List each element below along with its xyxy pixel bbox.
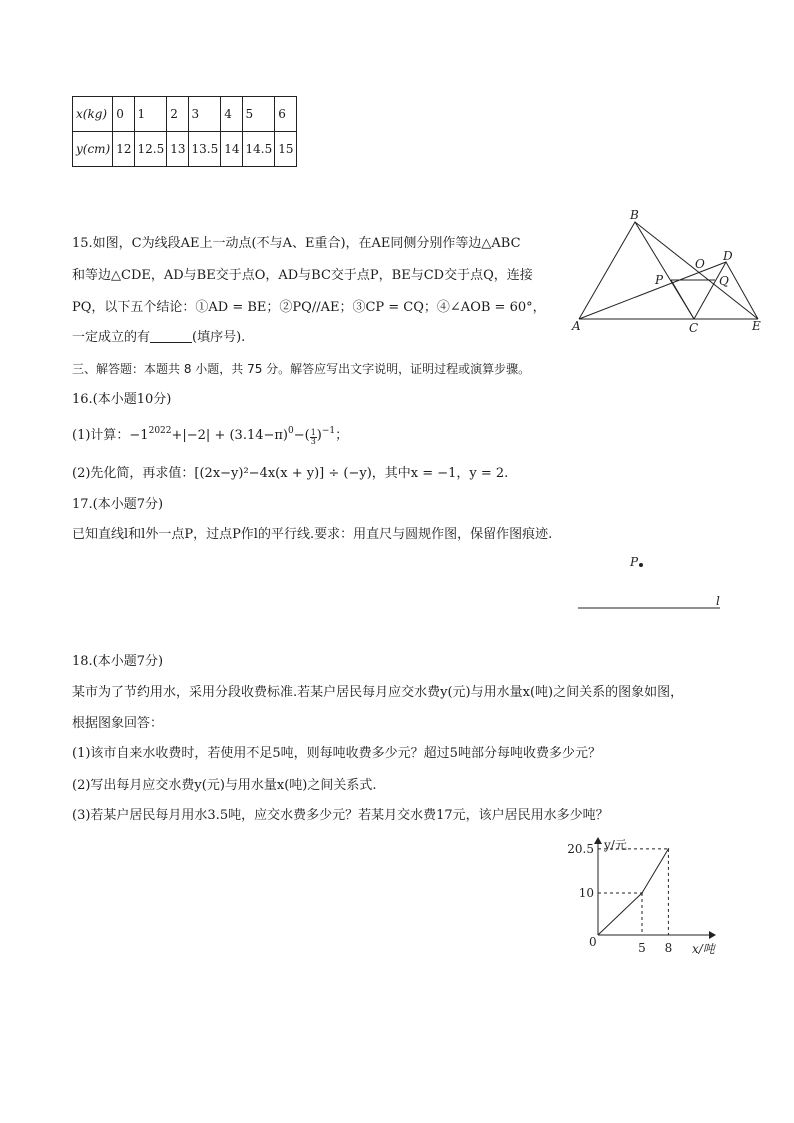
y-tick-label: 20.5 [567,841,594,856]
table-cell: 12.5 [134,132,167,167]
q16-part1-text: ； [335,428,349,443]
q16-part2: (2)先化简，再求值：[(2x−y)²−4x(x + y)] ÷ (−y)，其中x = −1，y = 2. [72,466,509,481]
data-point [668,848,670,850]
q16-part1-text: −( [293,428,310,443]
exponent: 0 [288,426,294,436]
y-axis-label: y/元 [604,838,627,852]
q18-part3: (3)若某户居民每月用水3.5吨，应交水费多少元？若某月交水费17元，该户居民用水多少吨？ [72,808,609,823]
table-cell: 12 [113,132,134,167]
q18-part1: (1)该市自来水收费时，若使用不足5吨，则每吨收费多少元？超过5吨部分每吨收费多少元？ [72,746,601,761]
q15-line3: PQ，以下五个结论：①AD = BE；②PQ//AE；③CP = CQ；④∠AOB = 60°， [72,300,546,315]
label-e: E [752,319,761,333]
triangle-abc [579,222,694,319]
y-tick-label: 10 [578,886,594,900]
point-p [639,563,643,567]
line-l-label: l [716,594,720,608]
table-cell: 2 [167,97,188,132]
table-cell: 1 [134,97,167,132]
exponent: −1 [321,426,336,436]
q16-part1-text: +|−2| + (3.14−π) [171,428,288,443]
exponent: 2022 [148,426,172,436]
label-a: A [572,319,581,333]
fraction-denominator: 3 [310,437,316,446]
q17-heading: 17.(本小题7分) [72,497,164,512]
table-cell: 0 [113,97,134,132]
q16-part1-text: ) [316,428,322,443]
answer-blank [150,330,192,343]
x-axis-label: x/吨 [692,942,715,956]
origin-label: 0 [589,935,597,949]
q16-part1 [72,428,348,446]
q18-body-line1: 某市为了节约用水，采用分段收费标准.若某户居民每月应交水费y(元)与用水量x(吨)之间关系的图象如图， [72,685,684,700]
label-p: P [655,273,664,287]
table-row [73,132,297,167]
x-tick-label: 8 [664,941,673,955]
table-cell: 4 [221,97,242,132]
table-row [73,97,297,132]
label-o: O [695,257,705,271]
label-d: D [723,249,733,263]
q16-part1-text: (1)计算：−1 [72,428,149,443]
table-cell: x(kg) [73,97,113,132]
water-fee-chart [560,830,735,960]
q18-part2: (2)写出每月应交水费y(元)与用水量x(吨)之间关系式. [72,778,377,793]
fraction [310,429,317,446]
q15-line4-suffix: (填序号). [192,330,246,345]
table-cell: 6 [275,97,296,132]
table-cell: 14.5 [242,132,275,167]
data-point [641,892,643,894]
line-and-point-figure [570,545,730,615]
table-cell: 15 [275,132,296,167]
table-cell: 5 [242,97,275,132]
table-cell: 14 [221,132,242,167]
table-cell: 13.5 [188,132,221,167]
data-table [72,96,297,167]
table-cell: y(cm) [73,132,113,167]
q15-line2: 和等边△CDE，AD与BE交于点O，AD与BC交于点P，BE与CD交于点Q，连接 [72,268,533,283]
q16-heading: 16.(本小题10分) [72,392,172,407]
q18-body-line2: 根据图象回答： [72,716,164,731]
q15-line4 [72,330,245,346]
table-cell: 13 [167,132,188,167]
x-tick-label: 5 [638,941,646,955]
series-line [598,849,668,935]
label-b: B [630,208,639,222]
segment-pc [671,280,694,319]
q17-body: 已知直线l和l外一点P，过点P作l的平行线.要求：用直尺与圆规作图，保留作图痕迹. [72,527,553,542]
table-cell: 3 [188,97,221,132]
triangle-figure [570,205,770,340]
fraction-numerator: 1 [310,428,316,437]
q18-heading: 18.(本小题7分) [72,654,164,669]
point-p-label: P [630,555,639,569]
label-q: Q [719,274,729,288]
label-c: C [689,321,699,335]
section-heading: 三、解答题：本题共 8 小题，共 75 分。解答应写出文字说明，证明过程或演算步骤。 [72,362,531,376]
q15-line1: 15.如图，C为线段AE上一动点(不与A、E重合)，在AE同侧分别作等边△ABC [72,236,521,251]
q15-line4-prefix: 一定成立的有 [72,330,151,345]
